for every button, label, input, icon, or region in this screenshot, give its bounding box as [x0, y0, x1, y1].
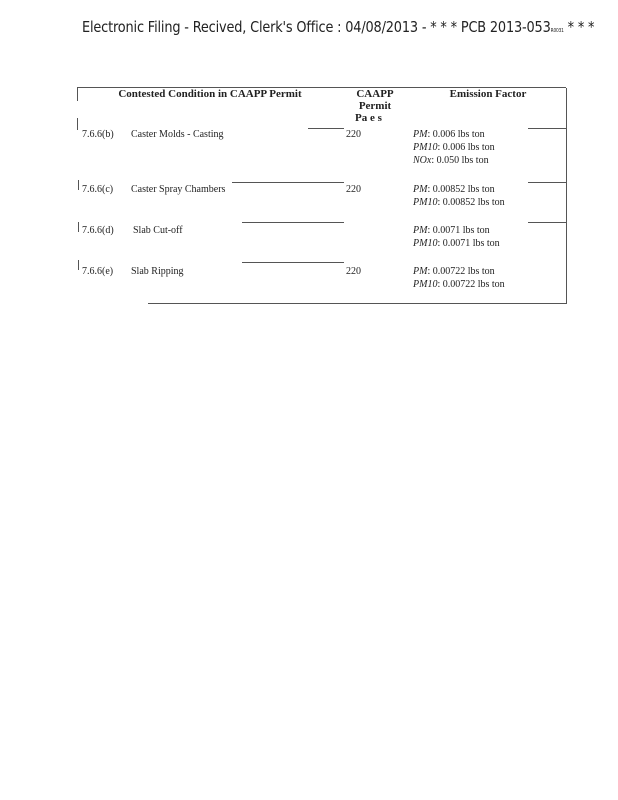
emission-factor-line: PM10: 0.006 lbs ton	[413, 142, 495, 153]
row-rule	[528, 222, 566, 223]
row-rule	[242, 222, 344, 223]
condition-description: Slab Cut-off	[133, 225, 183, 236]
permit-page: 220	[346, 184, 361, 195]
condition-description: Caster Spray Chambers	[131, 184, 226, 195]
table-left-mark	[78, 180, 79, 190]
condition-number: 7.6.6(c)	[82, 184, 114, 195]
filing-stamp-text: Electronic Filing - Recived, Clerk's Office : 04/08/2013 - * * * PCB 2013-053	[82, 18, 551, 36]
condition-number: 7.6.6(b)	[82, 129, 114, 140]
permit-page: 220	[346, 266, 361, 277]
condition-description: Caster Molds - Casting	[131, 129, 224, 140]
header-caapp-line2: Permit	[358, 100, 392, 112]
emission-factor-line: PM10: 0.0071 lbs ton	[413, 238, 500, 249]
emission-factor-line: PM: 0.00722 lbs ton	[413, 266, 495, 277]
table-right-rule	[566, 88, 567, 303]
row-rule	[242, 262, 344, 263]
table-left-mark	[78, 260, 79, 270]
emission-factor-list	[413, 265, 505, 291]
table-bottom-rule	[148, 303, 567, 304]
emission-factor-line: PM10: 0.00722 lbs ton	[413, 279, 505, 290]
condition-number: 7.6.6(d)	[82, 225, 114, 236]
emission-factor-list	[413, 128, 495, 167]
filing-stamp-tail: * * *	[563, 18, 595, 36]
emission-factor-list	[413, 183, 505, 209]
row-rule	[528, 128, 566, 129]
row-rule	[308, 128, 344, 129]
table-left-mark	[78, 222, 79, 232]
emission-factor-line: NOx: 0.050 lbs ton	[413, 155, 489, 166]
table-left-mark	[77, 118, 78, 130]
header-contested-condition: Contested Condition in CAAPP Permit	[118, 88, 302, 100]
filing-stamp-code: R0031	[550, 28, 564, 34]
table-left-mark	[77, 87, 78, 101]
permit-page: 220	[346, 129, 361, 140]
emission-factor-line: PM10: 0.00852 lbs ton	[413, 197, 505, 208]
emission-factor-line: PM: 0.00852 lbs ton	[413, 184, 495, 195]
header-caapp-line3: Pa e s	[355, 112, 382, 124]
emission-factor-line: PM: 0.006 lbs ton	[413, 129, 485, 140]
condition-description: Slab Ripping	[131, 266, 184, 277]
emission-factor-list	[413, 224, 500, 250]
row-rule	[528, 182, 566, 183]
row-rule	[232, 182, 344, 183]
header-caapp-line1: CAAPP	[356, 88, 394, 100]
header-emission-factor: Emission Factor	[449, 88, 527, 100]
emission-factor-line: PM: 0.0071 lbs ton	[413, 225, 490, 236]
header-caapp-permit-pages	[348, 88, 402, 124]
condition-number: 7.6.6(e)	[82, 266, 114, 277]
